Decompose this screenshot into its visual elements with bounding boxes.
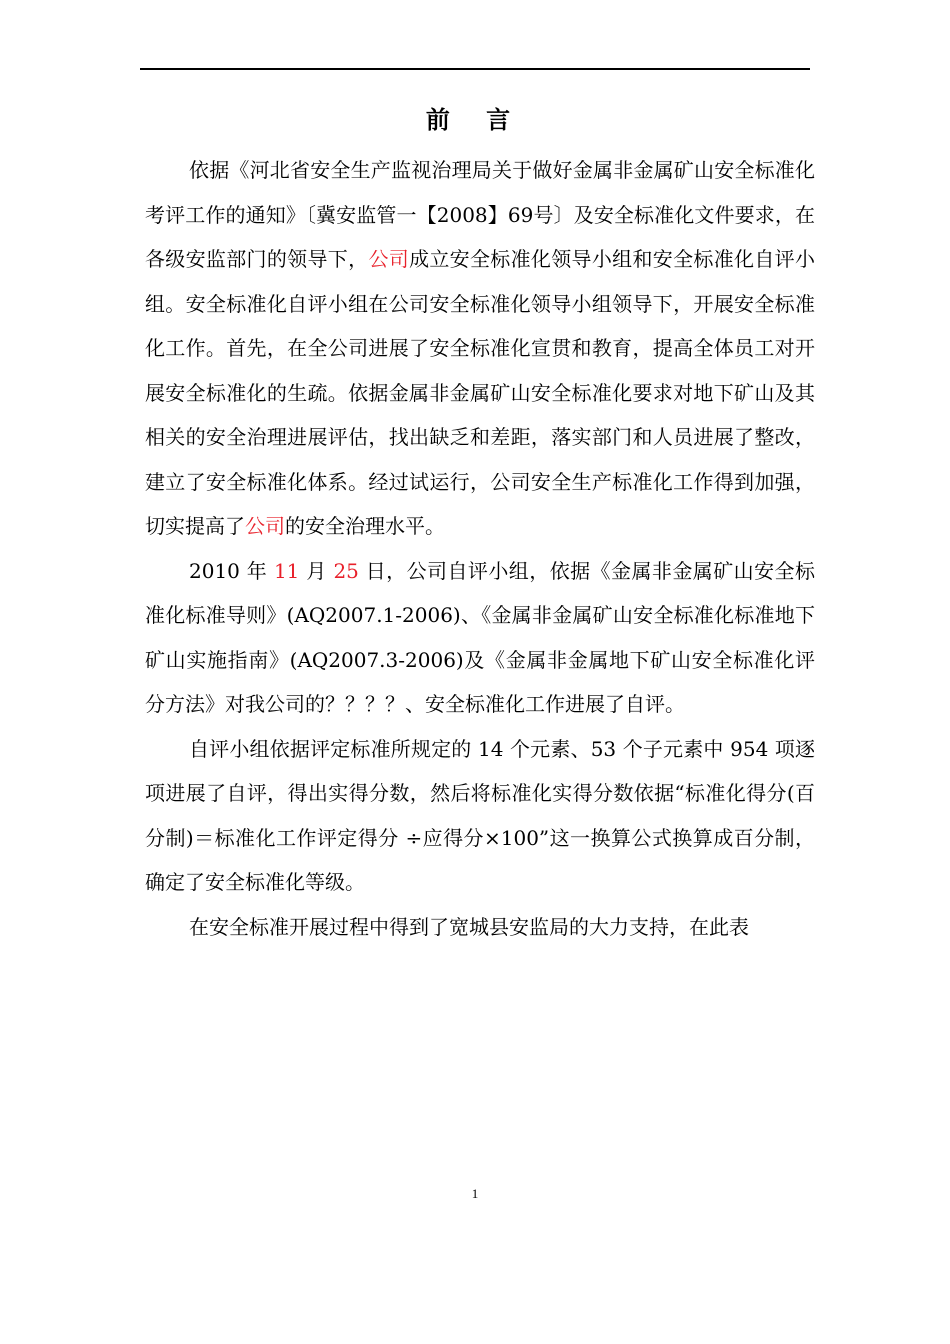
highlighted-day: 25: [333, 558, 359, 583]
text-segment: 2010 年: [189, 558, 274, 583]
text-segment: 的安全治理水平。: [285, 514, 445, 538]
highlighted-text: 公司: [368, 247, 410, 271]
document-title: 前 言: [425, 106, 525, 134]
highlighted-text: 公司: [245, 514, 285, 538]
paragraph-3: [145, 727, 815, 905]
text-segment: 日，公司自评小组，依据《金属非金属矿山安全标准化标准导则》(AQ2007.1-2006)、《金属非金属矿山安全标准化标准地下矿山实施指南》(AQ2007.3-2006)及《金属非金属地下矿山安全标准化评分方法》对我公司的？？？？、安全标准化工作进展了自评。: [145, 558, 815, 716]
paragraph-2: [145, 549, 815, 727]
page-number: 1: [471, 1186, 479, 1201]
paragraph-1: [145, 148, 815, 549]
document-body: [145, 148, 815, 949]
text-segment: 成立安全标准化领导小组和安全标准化自评小组。安全标准化自评小组在公司安全标准化领导小组领导下，开展安全标准化工作。首先，在全公司进展了安全标准化宣贯和教育，提高全体员工对开展安全标准化的生疏。依据金属非金属矿山安全标准化要求对地下矿山及其相关的安全治理进展评估，找出缺乏和差距，落实部门和人员进展了整改，建立了安全标准化体系。经过试运行，公司安全生产标准化工作得到加强，切实提高了: [145, 247, 815, 538]
text-segment: 自评小组依据评定标准所规定的 14 个元素、53 个子元素中 954 项逐项进展了自评，得出实得分数，然后将标准化实得分数依据“标准化得分(百分制)＝标准化工作评定得分 ÷应得分×100”这一换算公式换算成百分制，确定了安全标准化等级。: [145, 736, 815, 894]
text-segment: 在安全标准开展过程中得到了宽城县安监局的大力支持，在此表: [189, 914, 749, 939]
paragraph-4: [145, 905, 815, 950]
highlighted-month: 11: [273, 558, 300, 583]
header-rule: [140, 68, 810, 70]
text-segment: 依据《河北省安全生产监视治理局关于做好金属非金属矿山安全标准化考评工作的通知》〔冀安监管一【2008】69号〕及安全标准化文件要求，在各级安监部门的领导下，: [145, 158, 815, 271]
text-segment: 月: [299, 558, 334, 583]
